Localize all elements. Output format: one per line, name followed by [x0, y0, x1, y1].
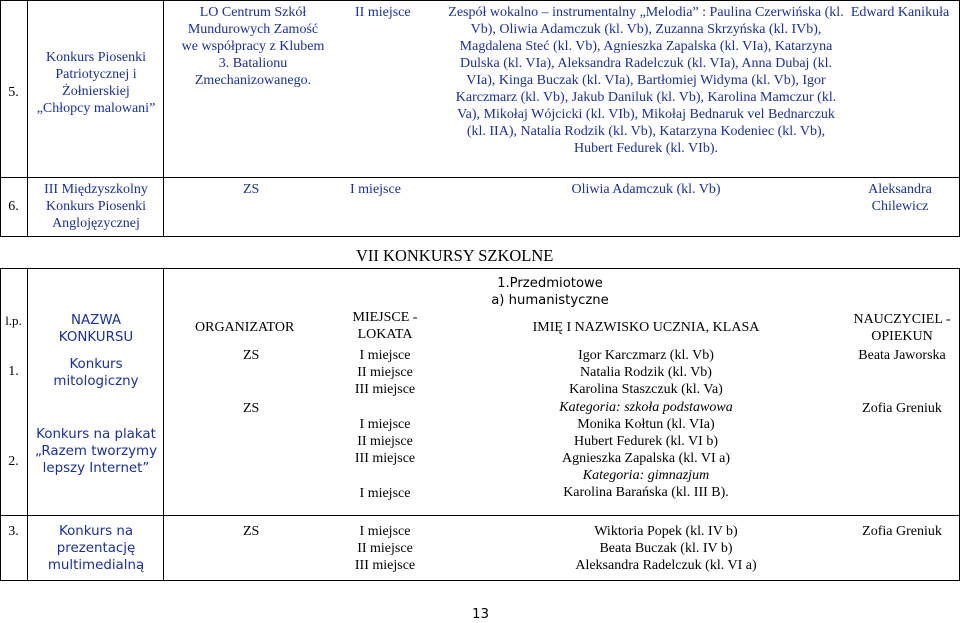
teacher: Beata Jaworska	[858, 348, 946, 363]
student: Natalia Rodzik (kl. Vb)	[580, 365, 712, 380]
student-list	[446, 347, 846, 398]
placement: I miejsce	[359, 524, 411, 539]
student: Karolina Barańska (kl. III B).	[563, 485, 729, 500]
student-list	[446, 399, 846, 501]
student: Karolina Staszczuk (kl. Va)	[569, 382, 723, 397]
category-label: Kategoria: gimnazjum	[582, 468, 710, 483]
organizer: ZS	[243, 348, 260, 363]
placement: II miejsce	[357, 434, 413, 449]
placement-list	[340, 523, 430, 574]
placement-list	[340, 416, 430, 502]
header-organizer: ORGANIZATOR	[195, 320, 295, 335]
student: Aleksandra Radelczuk (kl. VI a)	[575, 558, 757, 573]
row-number: 5.	[8, 85, 19, 100]
contest-name: Konkurs mitologiczny	[53, 357, 139, 389]
subheading-line1: 1.Przedmiotowe	[497, 276, 603, 291]
placement-list	[340, 347, 430, 398]
header-placement: MIEJSCE - LOKATA	[352, 310, 418, 342]
row-number: 2.	[8, 454, 19, 469]
category-label: Kategoria: szkoła podstawowa	[559, 400, 733, 415]
header-student: IMIĘ I NAZWISKO UCZNIA, KLASA	[532, 320, 760, 335]
teacher: Edward Kanikuła	[850, 5, 950, 20]
header-contest-name: NAZWA KONKURSU	[58, 313, 134, 345]
teacher: Zofia Greniuk	[862, 401, 942, 416]
students-list: Oliwia Adamczuk (kl. Vb)	[571, 182, 721, 197]
student: Hubert Fedurek (kl. VI b)	[574, 434, 718, 449]
placement: II miejsce	[357, 365, 413, 380]
row-number: 1.	[8, 364, 19, 379]
organizer: ZS	[243, 401, 260, 416]
row-number: 6.	[8, 199, 19, 214]
placement: III miejsce	[354, 382, 416, 397]
teacher: Zofia Greniuk	[862, 524, 942, 539]
contest-name: Konkurs na prezentację multimedialną	[47, 524, 145, 573]
subheading	[430, 275, 670, 309]
page-number: 13	[472, 607, 490, 622]
student: Agnieszka Zapalska (kl. VI a)	[561, 451, 731, 466]
contest-name: Konkurs na plakat „Razem tworzymy lepszy Internet”	[34, 427, 158, 476]
header-lp: l.p.	[5, 313, 22, 328]
placement: I miejsce	[359, 417, 411, 432]
contest-name: III Międzyszkolny Konkurs Piosenki Anglojęzycznej	[44, 182, 148, 231]
organizer: LO Centrum Szkół Mundurowych Zamość we współpracy z Klubem 3. Batalionu Zmechanizowanego.	[181, 5, 325, 88]
organizer: ZS	[243, 182, 260, 197]
organizer: ZS	[243, 524, 260, 539]
students-list: Zespół wokalno – instrumentalny „Melodia” : Paulina Czerwińska (kl. Vb), Oliwia Adamczuk (kl. Vb), Zuzanna Skrzyńska (kl. IVb), Magdalena Steć (kl. Vb), Agnieszka Zapalska (kl. VIa), Katarzyna Dulska (kl. VIa), Aleksandra Radelczuk (kl. VIa), Anna Dubaj (kl. VIa), Kinga Buczak (kl. VIa), Bartłomiej Widyma (kl. Vb), Igor Karczmarz (kl. Vb), Jakub Daniluk (kl. Vb), Karolina Mamczur (kl. Va), Mikołaj Wójcicki (kl. VIb), Mikołaj Bednaruk vel Bednarczuk (kl. IIA), Natalia Rodzik (kl. Vb), Katarzyna Kodeniec (kl. Vb), Hubert Fedurek (kl. VIb).	[448, 5, 844, 156]
student: Beata Buczak (kl. IV b)	[599, 541, 733, 556]
placement: III miejsce	[354, 558, 416, 573]
row-number: 3.	[8, 524, 19, 539]
section-title: VII KONKURSY SZKOLNE	[356, 246, 554, 265]
placement: I miejsce	[350, 182, 401, 197]
student-list	[466, 523, 866, 574]
student: Wiktoria Popek (kl. IV b)	[594, 524, 738, 539]
header-teacher: NAUCZYCIEL - OPIEKUN	[853, 312, 951, 344]
placement: II miejsce	[357, 541, 413, 556]
placement: I miejsce	[359, 348, 411, 363]
placement: III miejsce	[354, 451, 416, 466]
teacher: Aleksandra Chilewicz	[868, 182, 932, 214]
student: Monika Kołtun (kl. VIa)	[577, 417, 715, 432]
student: Igor Karczmarz (kl. Vb)	[578, 348, 714, 363]
subheading-line2: a) humanistyczne	[491, 293, 609, 308]
placement: II miejsce	[355, 5, 411, 20]
placement: I miejsce	[359, 486, 411, 501]
contest-name: Konkurs Piosenki Patriotycznej i Żołnierskiej „Chłopcy malowani”	[36, 50, 156, 116]
